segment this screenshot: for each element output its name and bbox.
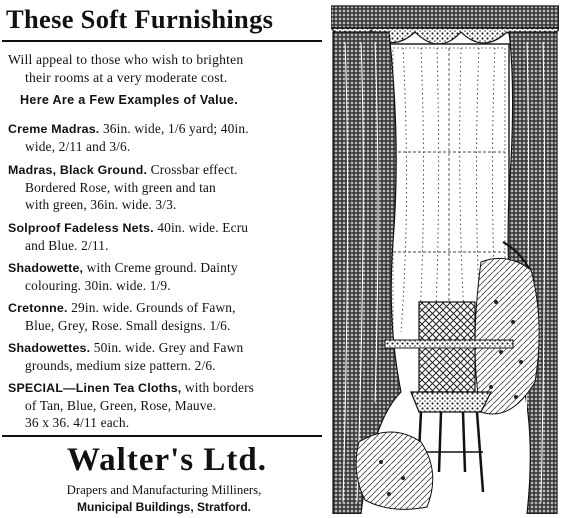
item-desc-cont: and Blue. 2/11. xyxy=(25,238,109,253)
item-desc-cont: with green, 36in. wide. 3/3. xyxy=(25,197,177,212)
item-name: Creme Madras. xyxy=(8,122,100,136)
headline-rule xyxy=(2,40,322,42)
item-name: Madras, Black Ground. xyxy=(8,163,148,177)
item-desc: 36in. wide, 1/6 yard; 40in. xyxy=(99,121,249,136)
item-desc: with borders xyxy=(181,380,255,395)
address-line-1: Drapers and Manufacturing Milliners, xyxy=(66,483,262,497)
item-desc-cont: Blue, Grey, Rose. Small designs. 1/6. xyxy=(25,318,231,333)
curtain-window-illustration xyxy=(331,2,559,514)
intro-text xyxy=(8,51,324,87)
item-special-tea-cloths xyxy=(8,379,324,431)
address-line-2: Municipal Buildings, Stratford. xyxy=(77,500,251,514)
brand-rule xyxy=(2,435,322,437)
item-desc-cont: 36 x 36. 4/11 each. xyxy=(25,415,130,430)
item-name: Solproof Fadeless Nets. xyxy=(8,221,154,235)
item-madras-black xyxy=(8,161,324,213)
item-name: Cretonne. xyxy=(8,301,68,315)
item-name: Shadowette, xyxy=(8,261,84,275)
item-desc-cont: grounds, medium size pattern. 2/6. xyxy=(25,358,216,373)
item-desc: with Creme ground. Dainty xyxy=(83,260,238,275)
item-desc-cont: wide, 2/11 and 3/6. xyxy=(25,139,131,154)
item-desc-cont: Bordered Rose, with green and tan xyxy=(25,180,216,195)
item-desc: 50in. wide. Grey and Fawn xyxy=(90,340,244,355)
brand-name: Walter's Ltd. xyxy=(67,442,267,478)
item-desc-cont: colouring. 30in. wide. 1/9. xyxy=(25,278,171,293)
headline: These Soft Furnishings xyxy=(6,4,274,34)
item-desc: 29in. wide. Grounds of Fawn, xyxy=(67,300,236,315)
examples-heading: Here Are a Few Examples of Value. xyxy=(20,93,239,107)
item-shadowettes xyxy=(8,339,324,374)
item-name: SPECIAL—Linen Tea Cloths, xyxy=(8,381,182,395)
advert-text-column xyxy=(2,0,322,518)
item-creme-madras xyxy=(8,120,324,155)
intro-line-2: their rooms at a very moderate cost. xyxy=(25,70,228,85)
item-desc: Crossbar effect. xyxy=(147,162,238,177)
intro-line-1: Will appeal to those who wish to brighten xyxy=(8,52,244,67)
item-cretonne xyxy=(8,299,324,334)
item-name: Shadowettes. xyxy=(8,341,91,355)
item-desc: 40in. wide. Ecru xyxy=(153,220,249,235)
item-solproof-nets xyxy=(8,219,324,254)
item-shadowette xyxy=(8,259,324,294)
item-desc-cont: of Tan, Blue, Green, Rose, Mauve. xyxy=(25,398,217,413)
